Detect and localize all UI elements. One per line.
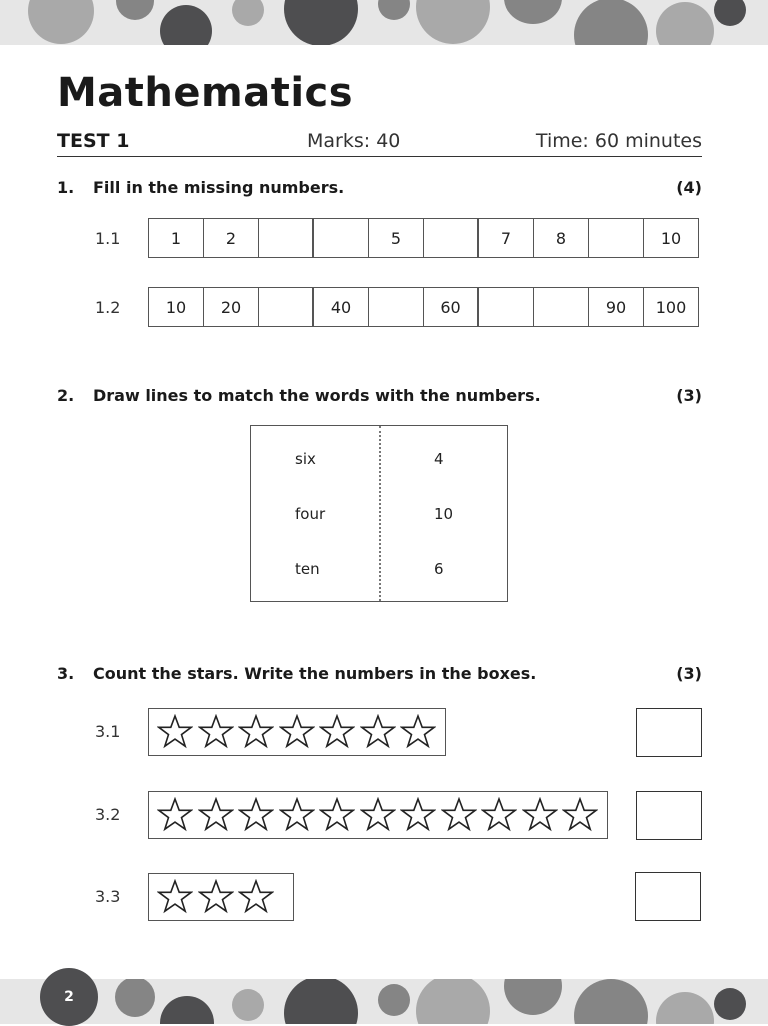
decorative-dot [160, 996, 214, 1024]
answer-box-3-2[interactable] [636, 791, 702, 840]
star-icon [319, 797, 355, 833]
sub-question-label: 1.1 [95, 229, 121, 248]
number-cell: 2 [204, 218, 259, 258]
answer-box-3-3[interactable] [635, 872, 701, 921]
star-icon [198, 797, 234, 833]
answer-cell[interactable] [314, 218, 369, 258]
answer-cell[interactable] [534, 287, 589, 327]
decorative-dot [115, 979, 155, 1017]
marks-label: Marks: 40 [307, 130, 401, 152]
decorative-dot [378, 984, 410, 1016]
star-icon [400, 714, 436, 750]
number-cell: 60 [424, 287, 479, 327]
dotted-divider [379, 426, 381, 601]
question-text: Count the stars. Write the numbers in the boxes. [93, 664, 537, 683]
match-word: ten [295, 560, 320, 578]
question-score: (4) [676, 178, 702, 197]
star-icon [400, 797, 436, 833]
star-icon [562, 797, 598, 833]
page-title: Mathematics [57, 70, 354, 116]
number-cell: 100 [644, 287, 699, 327]
matching-table[interactable] [250, 425, 508, 602]
star-icon [522, 797, 558, 833]
decorative-dot [416, 0, 490, 44]
answer-cell[interactable] [589, 218, 644, 258]
star-icon [360, 797, 396, 833]
number-cell: 1 [149, 218, 204, 258]
star-icon [238, 797, 274, 833]
star-icon [441, 797, 477, 833]
test-info-bar [57, 128, 702, 157]
decorative-dot [116, 0, 154, 20]
star-icon [279, 797, 315, 833]
question-number: 1. [57, 178, 75, 197]
match-number: 10 [434, 505, 454, 523]
star-icon [157, 714, 193, 750]
star-box-3-1 [148, 708, 446, 756]
sub-question-label: 3.2 [95, 805, 121, 824]
decorative-dot [160, 5, 212, 45]
match-word: four [295, 505, 326, 523]
question-number: 2. [57, 386, 75, 405]
star-icon [198, 879, 234, 915]
decorative-dot [504, 979, 562, 1015]
star-icon [198, 714, 234, 750]
star-icon [279, 714, 315, 750]
bottom-decorative-band [0, 979, 768, 1024]
test-label: TEST 1 [57, 130, 130, 152]
number-row-1-1 [148, 218, 699, 258]
sub-question-label: 3.3 [95, 887, 121, 906]
star-icon [360, 714, 396, 750]
decorative-dot [714, 0, 746, 26]
question-text: Draw lines to match the words with the numbers. [93, 386, 541, 405]
number-cell: 10 [149, 287, 204, 327]
star-icon [157, 797, 193, 833]
decorative-dot [574, 0, 648, 45]
number-cell: 90 [589, 287, 644, 327]
decorative-dot [284, 979, 358, 1024]
answer-cell[interactable] [479, 287, 534, 327]
number-cell: 40 [314, 287, 369, 327]
star-icon [238, 879, 274, 915]
decorative-dot [232, 0, 264, 26]
answer-cell[interactable] [424, 218, 479, 258]
match-number: 4 [434, 450, 444, 468]
star-icon [238, 714, 274, 750]
star-box-3-3 [148, 873, 294, 921]
match-number: 6 [434, 560, 444, 578]
answer-box-3-1[interactable] [636, 708, 702, 757]
page-number: 2 [40, 968, 98, 1026]
decorative-dot [574, 979, 648, 1024]
number-cell: 8 [534, 218, 589, 258]
decorative-dot [28, 0, 94, 44]
time-label: Time: 60 minutes [535, 130, 702, 152]
star-box-3-2 [148, 791, 608, 839]
decorative-dot [378, 0, 410, 20]
question-score: (3) [676, 386, 702, 405]
question-score: (3) [676, 664, 702, 683]
number-cell: 10 [644, 218, 699, 258]
number-cell: 7 [479, 218, 534, 258]
star-icon [481, 797, 517, 833]
answer-cell[interactable] [369, 287, 424, 327]
answer-cell[interactable] [259, 218, 314, 258]
decorative-dot [656, 2, 714, 45]
top-decorative-band [0, 0, 768, 45]
answer-cell[interactable] [259, 287, 314, 327]
decorative-dot [416, 979, 490, 1024]
decorative-dot [504, 0, 562, 24]
star-icon [319, 714, 355, 750]
number-cell: 5 [369, 218, 424, 258]
decorative-dot [714, 988, 746, 1020]
question-text: Fill in the missing numbers. [93, 178, 345, 197]
decorative-dot [284, 0, 358, 45]
sub-question-label: 3.1 [95, 722, 121, 741]
sub-question-label: 1.2 [95, 298, 121, 317]
number-cell: 20 [204, 287, 259, 327]
number-row-1-2 [148, 287, 699, 327]
star-icon [157, 879, 193, 915]
decorative-dot [232, 989, 264, 1021]
decorative-dot [656, 992, 714, 1024]
question-number: 3. [57, 664, 75, 683]
match-word: six [295, 450, 316, 468]
